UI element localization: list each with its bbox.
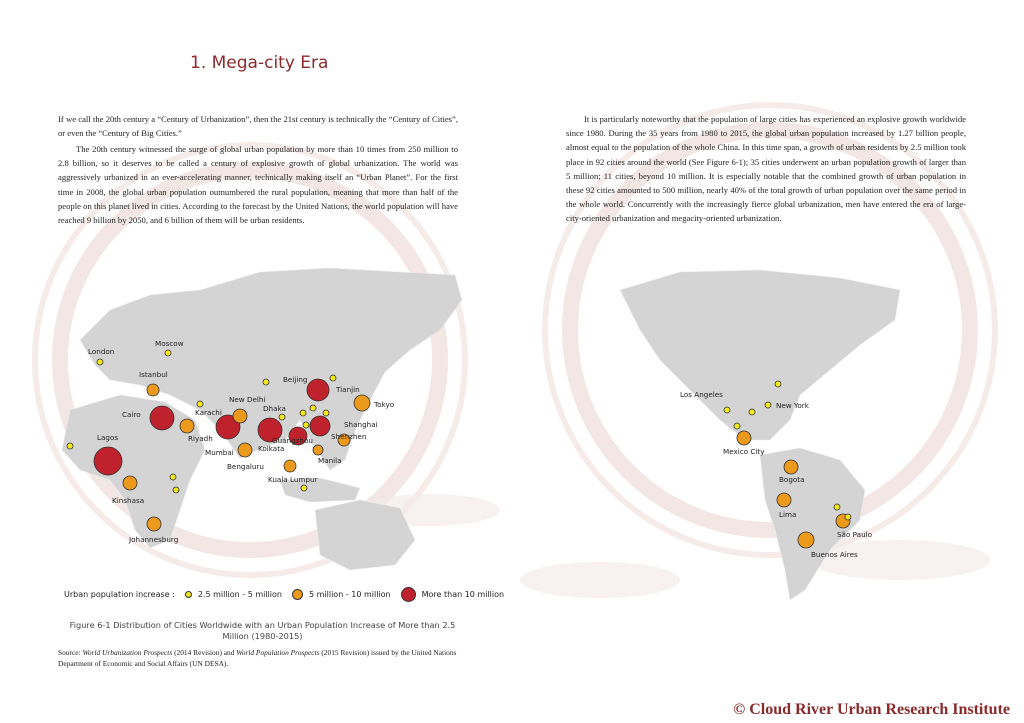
city-marker-city bbox=[734, 423, 740, 429]
city-label-lagos: Lagos bbox=[97, 433, 119, 442]
city-label-london: London bbox=[88, 347, 115, 356]
city-label-new-york: New York bbox=[776, 401, 809, 410]
city-label-mexico-city: Mexico City bbox=[723, 447, 765, 456]
city-label-kinshasa: Kinshasa bbox=[112, 496, 145, 505]
city-marker-city bbox=[323, 410, 329, 416]
city-label-shanghai: Shanghai bbox=[344, 420, 378, 429]
city-marker-city bbox=[310, 405, 316, 411]
city-label-manila: Manila bbox=[318, 456, 342, 465]
city-marker-mexico-city bbox=[737, 431, 751, 445]
city-label-dhaka: Dhaka bbox=[263, 404, 286, 413]
figure-source bbox=[58, 648, 478, 669]
city-marker-los-angeles bbox=[724, 407, 730, 413]
city-marker-city bbox=[300, 410, 306, 416]
city-marker-buenos-aires bbox=[798, 532, 814, 548]
page-title: 1. Mega-city Era bbox=[190, 53, 329, 73]
legend-title: Urban population increase : bbox=[64, 589, 175, 599]
legend-label-large: More than 10 million bbox=[421, 589, 505, 599]
city-marker-johannesburg bbox=[147, 517, 161, 531]
city-marker-lima bbox=[777, 493, 791, 507]
city-label-johannesburg: Johannesburg bbox=[129, 535, 179, 544]
city-marker-city bbox=[173, 487, 179, 493]
city-marker-lagos bbox=[94, 447, 122, 475]
city-marker-city bbox=[279, 414, 285, 420]
city-label-kolkata: Kolkata bbox=[258, 444, 285, 453]
city-label-karachi: Karachi bbox=[195, 408, 222, 417]
right-body-paragraph: It is particularly noteworthy that the population of large cities has experienced an explosive growth worldwide since 1980. During the 35 years from 1980 to 2015, the global urban population increased by 1.27 billion people, almost equal to the population of the whole China. In this time span, a growth of urban residents by 2.5 million took place in 92 cities around the world (See Figure 6-1); 35 cities underwent an urban population growth of larger than 5 million; 11 cities, beyond 10 million. It is especially notable that the combined growth of urban population in these 92 cities amounted to 500 million, nearly 40% of the total growth of urban population over the same period in the whole world. Concurrently with the increasingly fierce global urbanization, men have entered the era of large-city-oriented urbanization and megacity-oriented urbanization. bbox=[566, 114, 966, 224]
city-marker-city bbox=[834, 504, 840, 510]
city-marker-shanghai bbox=[310, 416, 330, 436]
city-marker-beijing bbox=[307, 379, 329, 401]
city-marker-tianjin bbox=[330, 375, 336, 381]
city-marker-city bbox=[749, 409, 755, 415]
source-prefix: Source: bbox=[58, 648, 83, 657]
city-marker-riyadh bbox=[180, 419, 194, 433]
australia-landmass bbox=[315, 500, 415, 570]
city-marker-city bbox=[775, 381, 781, 387]
small-circle-icon bbox=[185, 591, 192, 598]
city-label-shenzhen: Shenzhen bbox=[331, 432, 367, 441]
city-marker-cairo bbox=[150, 406, 174, 430]
city-marker-bogota bbox=[784, 460, 798, 474]
city-label-tokyo: Tokyo bbox=[374, 400, 395, 409]
source-mid-1: (2014 Revision) and bbox=[172, 648, 237, 657]
city-label-kuala-lumpur: Kuala Lumpur bbox=[268, 475, 318, 484]
large-circle-icon bbox=[401, 587, 416, 602]
city-label-buenos-aires: Buenos Aires bbox=[811, 550, 858, 559]
city-label-lima: Lima bbox=[779, 510, 797, 519]
source-mid-2: (2015 Revision) issued by the United Nations Department of Economic and Social Affairs (UN DESA). bbox=[58, 648, 457, 668]
city-label-bengaluru: Bengaluru bbox=[227, 462, 264, 471]
city-marker-city bbox=[170, 474, 176, 480]
legend-item-large bbox=[401, 587, 504, 602]
city-marker-city bbox=[67, 443, 73, 449]
city-label-tianjin: Tianjin bbox=[336, 385, 360, 394]
legend-label-medium: 5 million - 10 million bbox=[308, 589, 391, 599]
city-label-new-delhi: New Delhi bbox=[229, 395, 266, 404]
city-marker-bengaluru bbox=[238, 443, 252, 457]
city-marker-city bbox=[303, 422, 309, 428]
city-label-bogota: Bogota bbox=[779, 475, 805, 484]
source-book-1: World Urbanization Prospects bbox=[82, 648, 173, 657]
city-marker-city bbox=[263, 379, 269, 385]
city-marker-new-york bbox=[765, 402, 771, 408]
city-marker-london bbox=[97, 359, 103, 365]
city-marker-manila bbox=[313, 445, 323, 455]
city-label-los-angeles: Los Angeles bbox=[680, 390, 723, 399]
legend-item-small bbox=[185, 590, 282, 599]
left-intro-paragraph: If we call the 20th century a “Century of Urbanization”, then the 21st century is technically the “Century of Cities”, or even the “Century of Big Cities.” bbox=[58, 114, 458, 139]
medium-circle-icon bbox=[292, 589, 303, 600]
legend-label-small: 2.5 million - 5 million bbox=[197, 589, 282, 599]
left-body-paragraph: The 20th century witnessed the surge of global urban population by more than 10 times from 250 million to 2.8 billion, so it deserves to be called a century of explosive growth of global urbanization. The world was aggressively urbanized in an ever-accelerating manner, technically making itself an “Urban Planet”. For the first time in 2008, the global urban population outnumbered the rural population, meaning that more than half of the people on this planet lived in cities. According to the forecast by the United Nations, the world population will have reached 9 billion by 2050, and 6 billion of them will be urban residents. bbox=[58, 144, 458, 226]
city-label-sao-paulo: São Paulo bbox=[837, 530, 873, 539]
city-label-istanbul: Istanbul bbox=[139, 370, 168, 379]
city-label-guangzhou: Guangzhou bbox=[272, 436, 313, 445]
north-america-landmass bbox=[620, 270, 900, 440]
city-marker-tokyo bbox=[354, 395, 370, 411]
legend-item-medium bbox=[292, 589, 391, 600]
city-marker-karachi bbox=[197, 401, 203, 407]
city-label-moscow: Moscow bbox=[155, 339, 184, 348]
city-label-beijing: Beijing bbox=[283, 375, 308, 384]
city-marker-city bbox=[845, 514, 851, 520]
city-marker-city bbox=[301, 485, 307, 491]
city-label-mumbai: Mumbai bbox=[205, 448, 234, 457]
city-label-cairo: Cairo bbox=[122, 410, 141, 419]
source-book-2: World Population Prospects bbox=[236, 648, 320, 657]
copyright-notice: © Cloud River Urban Research Institute bbox=[733, 701, 1010, 718]
city-label-riyadh: Riyadh bbox=[188, 434, 213, 443]
city-marker-moscow bbox=[165, 350, 171, 356]
city-marker-mumbai bbox=[233, 409, 247, 423]
city-marker-kinshasa bbox=[123, 476, 137, 490]
city-marker-kuala-lumpur bbox=[284, 460, 296, 472]
figure-caption: Figure 6-1 Distribution of Cities Worldwide with an Urban Population Increase of More than 2.5 Million (1980-2015) bbox=[69, 620, 456, 641]
map-legend bbox=[64, 586, 504, 602]
city-marker-istanbul bbox=[147, 384, 159, 396]
